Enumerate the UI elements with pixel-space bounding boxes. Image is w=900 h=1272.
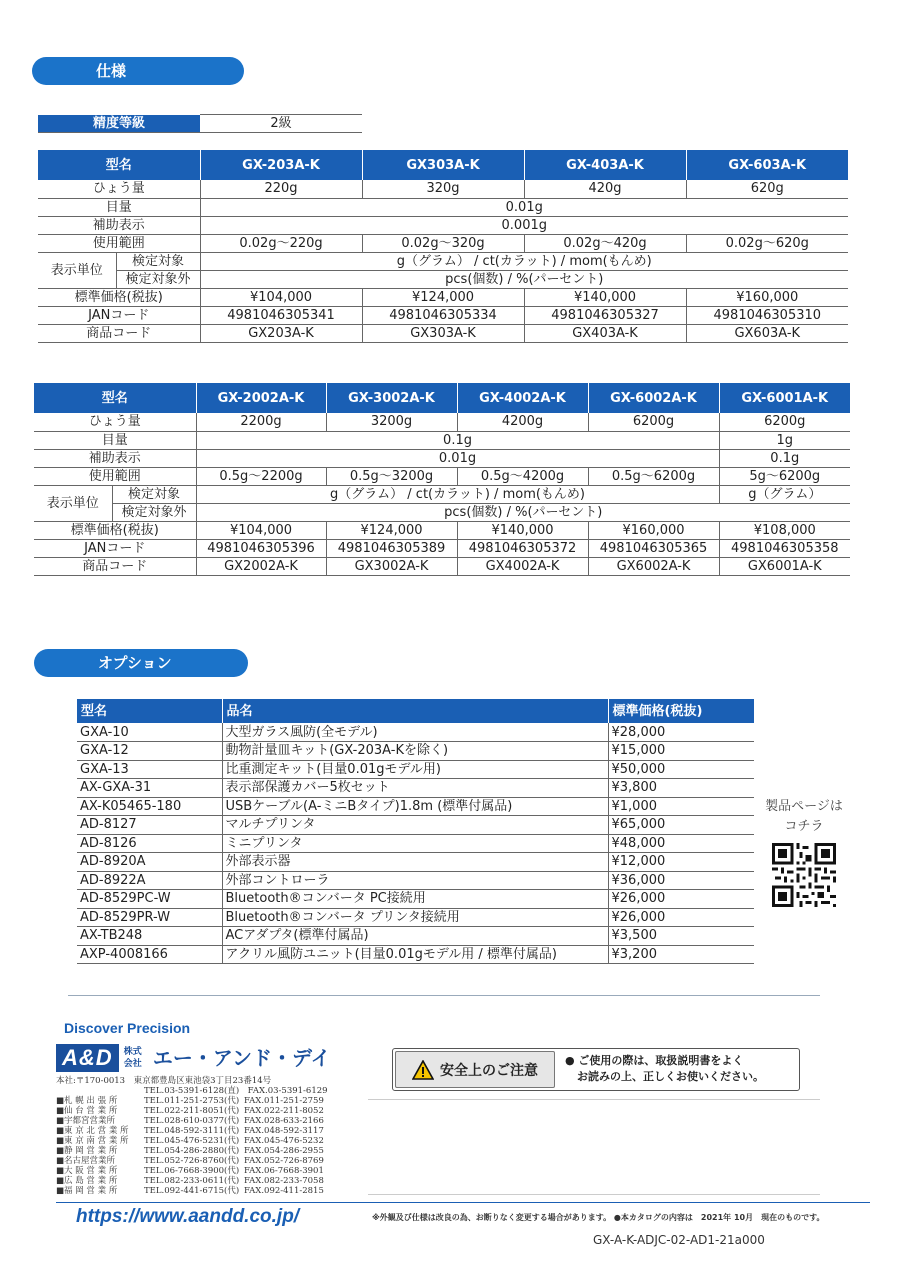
row-sublabel: 検定対象外 [112, 503, 196, 521]
option-model: GXA-13 [77, 760, 222, 779]
option-model: AD-8127 [77, 816, 222, 835]
cell: 0.001g [200, 216, 848, 234]
option-row [77, 760, 754, 779]
table-header-row [34, 383, 850, 413]
cell: 0.01g [196, 449, 719, 467]
col-header-model: 型名 [34, 383, 196, 413]
option-model: GXA-12 [77, 742, 222, 761]
row-label: 使用範囲 [34, 467, 196, 485]
table-row [38, 288, 848, 306]
option-price: ¥12,000 [608, 853, 754, 872]
cell: 0.1g [719, 449, 850, 467]
cell: 4981046305396 [196, 539, 326, 557]
row-label: ひょう量 [38, 180, 200, 198]
office-name: ■札 幌 出 張 所 [56, 1096, 118, 1106]
table-row [38, 252, 848, 270]
cell: GX4002A-K [457, 557, 588, 575]
office-row [56, 1146, 334, 1156]
cell: 620g [686, 180, 848, 198]
tagline: Discover Precision [64, 1020, 191, 1036]
table-row [38, 216, 848, 234]
office-row [56, 1116, 334, 1126]
office-tel: TEL.052-726-8760(代) [144, 1156, 240, 1166]
spec-section-heading: 仕様 [32, 57, 244, 85]
office-row [56, 1126, 334, 1136]
col-header: 標準価格(税抜) [608, 699, 754, 723]
office-fax: FAX.048-592-3117 [244, 1126, 324, 1136]
option-price: ¥50,000 [608, 760, 754, 779]
option-model: AD-8920A [77, 853, 222, 872]
col-header: GX-3002A-K [326, 383, 457, 413]
cell: g（グラム） / ct(カラット) / mom(もんめ) [196, 485, 719, 503]
option-row [77, 945, 754, 964]
company-logo [56, 1044, 331, 1072]
website-link[interactable]: https://www.aandd.co.jp/ [76, 1206, 300, 1227]
cell: 3200g [326, 413, 457, 431]
office-tel: TEL.054-286-2880(代) [144, 1146, 240, 1156]
cell: ¥160,000 [588, 521, 719, 539]
office-fax: FAX.052-726-8769 [244, 1156, 324, 1166]
office-name: ■広 島 営 業 所 [56, 1176, 118, 1186]
col-header: GX-403A-K [524, 150, 686, 180]
option-row [77, 742, 754, 761]
row-sublabel: 検定対象 [116, 252, 200, 270]
cell: g（グラム） / ct(カラット) / mom(もんめ) [200, 252, 848, 270]
cell: GX3002A-K [326, 557, 457, 575]
table-row [34, 521, 850, 539]
office-name: ■仙 台 営 業 所 [56, 1106, 118, 1116]
row-sublabel: 検定対象 [112, 485, 196, 503]
office-row [56, 1176, 334, 1186]
office-name: ■東 京 北 営 業 所 [56, 1126, 129, 1136]
option-name: ミニプリンタ [222, 834, 608, 853]
option-name: Bluetooth®コンバータ PC接続用 [222, 890, 608, 909]
cell: 220g [200, 180, 362, 198]
cell: 0.1g [196, 431, 719, 449]
col-header: 型名 [77, 699, 222, 723]
cell: pcs(個数) / %(パーセント) [200, 270, 848, 288]
row-label: JANコード [38, 306, 200, 324]
option-price: ¥28,000 [608, 723, 754, 742]
col-header-model: 型名 [38, 150, 200, 180]
option-model: AD-8126 [77, 834, 222, 853]
col-header: GX-2002A-K [196, 383, 326, 413]
table-row [38, 324, 848, 342]
cell: 6200g [719, 413, 850, 431]
option-row [77, 723, 754, 742]
cell: ¥140,000 [524, 288, 686, 306]
cell: 420g [524, 180, 686, 198]
option-model: AD-8529PC-W [77, 890, 222, 909]
footer-rule [368, 1099, 820, 1100]
option-price: ¥65,000 [608, 816, 754, 835]
col-header: GX-603A-K [686, 150, 848, 180]
hq-address: 本社:〒170-0013 東京都豊島区東池袋3丁目23番14号 [56, 1076, 272, 1086]
option-model: AD-8922A [77, 871, 222, 890]
office-name: ■名古屋営業所 [56, 1156, 116, 1166]
option-name: 動物計量皿キット(GX-203A-Kを除く) [222, 742, 608, 761]
office-fax: FAX.082-233-7058 [244, 1176, 324, 1186]
cell: 320g [362, 180, 524, 198]
option-model: AX-TB248 [77, 927, 222, 946]
office-name: ■静 岡 営 業 所 [56, 1146, 118, 1156]
row-label: 表示単位 [34, 485, 112, 521]
cell: ¥104,000 [200, 288, 362, 306]
url-underline [56, 1202, 870, 1203]
office-tel: TEL.082-233-0611(代) [144, 1176, 240, 1186]
office-row [56, 1166, 334, 1176]
option-name: アクリル風防ユニット(目量0.01gモデル用 / 標準付属品) [222, 945, 608, 964]
option-section-heading: オプション [34, 649, 248, 677]
option-name: 比重測定キット(目量0.01gモデル用) [222, 760, 608, 779]
option-row [77, 779, 754, 798]
cell: 5g～6200g [719, 467, 850, 485]
table-row [38, 198, 848, 216]
office-name: ■大 阪 営 業 所 [56, 1166, 118, 1176]
option-price: ¥15,000 [608, 742, 754, 761]
cell: 6200g [588, 413, 719, 431]
row-label: 補助表示 [34, 449, 196, 467]
cell: 4981046305389 [326, 539, 457, 557]
office-fax: FAX.045-476-5232 [244, 1136, 324, 1146]
cell: GX2002A-K [196, 557, 326, 575]
qr-caption [752, 797, 856, 837]
col-header: GX-6001A-K [719, 383, 850, 413]
office-fax: FAX.011-251-2759 [244, 1096, 324, 1106]
grade-value: 2級 [200, 115, 362, 133]
office-tel: TEL.06-7668-3900(代) [144, 1166, 240, 1176]
cell: ¥108,000 [719, 521, 850, 539]
grade-label: 精度等級 [38, 115, 200, 133]
spec-table-1 [38, 150, 848, 343]
qr-caption-line-1: 製品ページは [765, 799, 843, 814]
cell: 0.5g～4200g [457, 467, 588, 485]
office-fax: FAX.054-286-2955 [244, 1146, 324, 1156]
table-row [34, 557, 850, 575]
option-row [77, 908, 754, 927]
cell: GX6001A-K [719, 557, 850, 575]
office-fax: FAX.028-633-2166 [244, 1116, 324, 1126]
table-row [34, 413, 850, 431]
document-code: GX-A-K-ADJC-02-AD1-21a000 [593, 1233, 765, 1247]
cell: 4200g [457, 413, 588, 431]
cell: GX6002A-K [588, 557, 719, 575]
cell: 1g [719, 431, 850, 449]
table-row [34, 449, 850, 467]
grade-table [38, 114, 362, 133]
option-model: AD-8529PR-W [77, 908, 222, 927]
option-model: AX-GXA-31 [77, 779, 222, 798]
cell: ¥160,000 [686, 288, 848, 306]
office-fax: FAX.092-411-2815 [244, 1186, 324, 1196]
office-row [56, 1106, 334, 1116]
option-price: ¥26,000 [608, 908, 754, 927]
cell: 4981046305310 [686, 306, 848, 324]
option-row [77, 834, 754, 853]
office-tel: TEL.022-211-8051(代) [144, 1106, 240, 1116]
row-label: 表示単位 [38, 252, 116, 288]
row-label: 補助表示 [38, 216, 200, 234]
hq-phone: TEL.03-5391-6128(直) FAX.03-5391-6129 [144, 1086, 328, 1096]
office-fax: FAX.06-7668-3901 [244, 1166, 324, 1176]
cell: 4981046305327 [524, 306, 686, 324]
safety-text-line-1: ● ご使用の際は、取扱説明書をよく [565, 1054, 744, 1067]
table-row [38, 270, 848, 288]
cell: 4981046305341 [200, 306, 362, 324]
table-header-row [77, 699, 754, 723]
cell: ¥140,000 [457, 521, 588, 539]
row-label: 目量 [38, 198, 200, 216]
office-name: ■宇都宮営業所 [56, 1116, 116, 1126]
option-row [77, 871, 754, 890]
option-model: AXP-4008166 [77, 945, 222, 964]
option-price: ¥36,000 [608, 871, 754, 890]
cell: GX203A-K [200, 324, 362, 342]
col-header: GX-4002A-K [457, 383, 588, 413]
row-label: 商品コード [34, 557, 196, 575]
row-label: 標準価格(税抜) [38, 288, 200, 306]
option-name: マルチプリンタ [222, 816, 608, 835]
office-tel: TEL.092-441-6715(代) [144, 1186, 240, 1196]
option-row [77, 853, 754, 872]
cell: 0.5g～6200g [588, 467, 719, 485]
cell: GX303A-K [362, 324, 524, 342]
qr-caption-line-2: コチラ [784, 819, 824, 834]
office-tel: TEL.045-476-5231(代) [144, 1136, 240, 1146]
option-row [77, 816, 754, 835]
table-header-row [38, 150, 848, 180]
logo-prefix: 株式会社 [123, 1047, 142, 1069]
col-header: GX-6002A-K [588, 383, 719, 413]
cell: GX403A-K [524, 324, 686, 342]
safety-label: 安全上のご注意 [440, 1062, 538, 1079]
cell: 0.5g～2200g [196, 467, 326, 485]
cell: ¥104,000 [196, 521, 326, 539]
option-price: ¥1,000 [608, 797, 754, 816]
row-label: 商品コード [38, 324, 200, 342]
cell: 0.5g～3200g [326, 467, 457, 485]
option-model: AX-K05465-180 [77, 797, 222, 816]
office-name: ■福 岡 営 業 所 [56, 1186, 118, 1196]
cell: 2200g [196, 413, 326, 431]
cell: 4981046305358 [719, 539, 850, 557]
office-tel: TEL.048-592-3111(代) [144, 1126, 240, 1136]
logo-company-name: エー・アンド・デイ [152, 1046, 331, 1070]
office-row [56, 1096, 334, 1106]
office-row [56, 1186, 334, 1196]
option-name: 表示部保護カバー5枚セット [222, 779, 608, 798]
qr-code-icon[interactable] [772, 843, 836, 907]
cell: 4981046305372 [457, 539, 588, 557]
footer-divider [68, 995, 820, 996]
col-header: GX-203A-K [200, 150, 362, 180]
cell: g（グラム） [719, 485, 850, 503]
option-price: ¥3,800 [608, 779, 754, 798]
office-tel: TEL.011-251-2753(代) [144, 1096, 240, 1106]
office-row [56, 1136, 334, 1146]
option-name: USBケーブル(A-ミニBタイプ)1.8m (標準付属品) [222, 797, 608, 816]
cell: 4981046305334 [362, 306, 524, 324]
cell: 0.02g～420g [524, 234, 686, 252]
cell: 0.01g [200, 198, 848, 216]
option-model: GXA-10 [77, 723, 222, 742]
option-price: ¥26,000 [608, 890, 754, 909]
table-row [34, 539, 850, 557]
cell: ¥124,000 [326, 521, 457, 539]
cell: GX603A-K [686, 324, 848, 342]
option-price: ¥48,000 [608, 834, 754, 853]
table-row [38, 180, 848, 198]
office-tel: TEL.028-610-0377(代) [144, 1116, 240, 1126]
spec-table-2 [34, 383, 850, 576]
safety-text-line-2: お読みの上、正しくお使いください。 [577, 1070, 764, 1083]
option-name: 外部表示器 [222, 853, 608, 872]
cell: pcs(個数) / %(パーセント) [196, 503, 850, 521]
footer-rule [368, 1194, 820, 1195]
office-name: ■東 京 南 営 業 所 [56, 1136, 129, 1146]
option-row [77, 890, 754, 909]
table-row [38, 234, 848, 252]
notice-text: ※外観及び仕様は改良の為、お断りなく変更する場合があります。 ●本カタログの内容は 2021年 10月 現在のものです。 [372, 1213, 825, 1222]
row-label: ひょう量 [34, 413, 196, 431]
safety-label-box [395, 1051, 555, 1088]
office-row [56, 1156, 334, 1166]
cell: 4981046305365 [588, 539, 719, 557]
row-label: 目量 [34, 431, 196, 449]
warning-icon [412, 1060, 434, 1080]
option-name: Bluetooth®コンバータ プリンタ接続用 [222, 908, 608, 927]
table-row [34, 431, 850, 449]
col-header: GX303A-K [362, 150, 524, 180]
cell: ¥124,000 [362, 288, 524, 306]
safety-box [392, 1048, 800, 1091]
option-name: 大型ガラス風防(全モデル) [222, 723, 608, 742]
office-fax: FAX.022-211-8052 [244, 1106, 324, 1116]
table-row [34, 467, 850, 485]
office-list [56, 1096, 334, 1196]
table-row [38, 306, 848, 324]
option-price: ¥3,500 [608, 927, 754, 946]
option-name: ACアダプタ(標準付属品) [222, 927, 608, 946]
option-row [77, 927, 754, 946]
row-sublabel: 検定対象外 [116, 270, 200, 288]
row-label: 使用範囲 [38, 234, 200, 252]
table-row [34, 503, 850, 521]
cell: 0.02g～320g [362, 234, 524, 252]
cell: 0.02g～220g [200, 234, 362, 252]
options-table [77, 699, 754, 964]
safety-text [565, 1053, 764, 1085]
row-label: 標準価格(税抜) [34, 521, 196, 539]
table-row [34, 485, 850, 503]
logo-mark: A&D [56, 1044, 119, 1072]
row-label: JANコード [34, 539, 196, 557]
col-header: 品名 [222, 699, 608, 723]
cell: 0.02g～620g [686, 234, 848, 252]
option-price: ¥3,200 [608, 945, 754, 964]
option-name: 外部コントローラ [222, 871, 608, 890]
option-row [77, 797, 754, 816]
